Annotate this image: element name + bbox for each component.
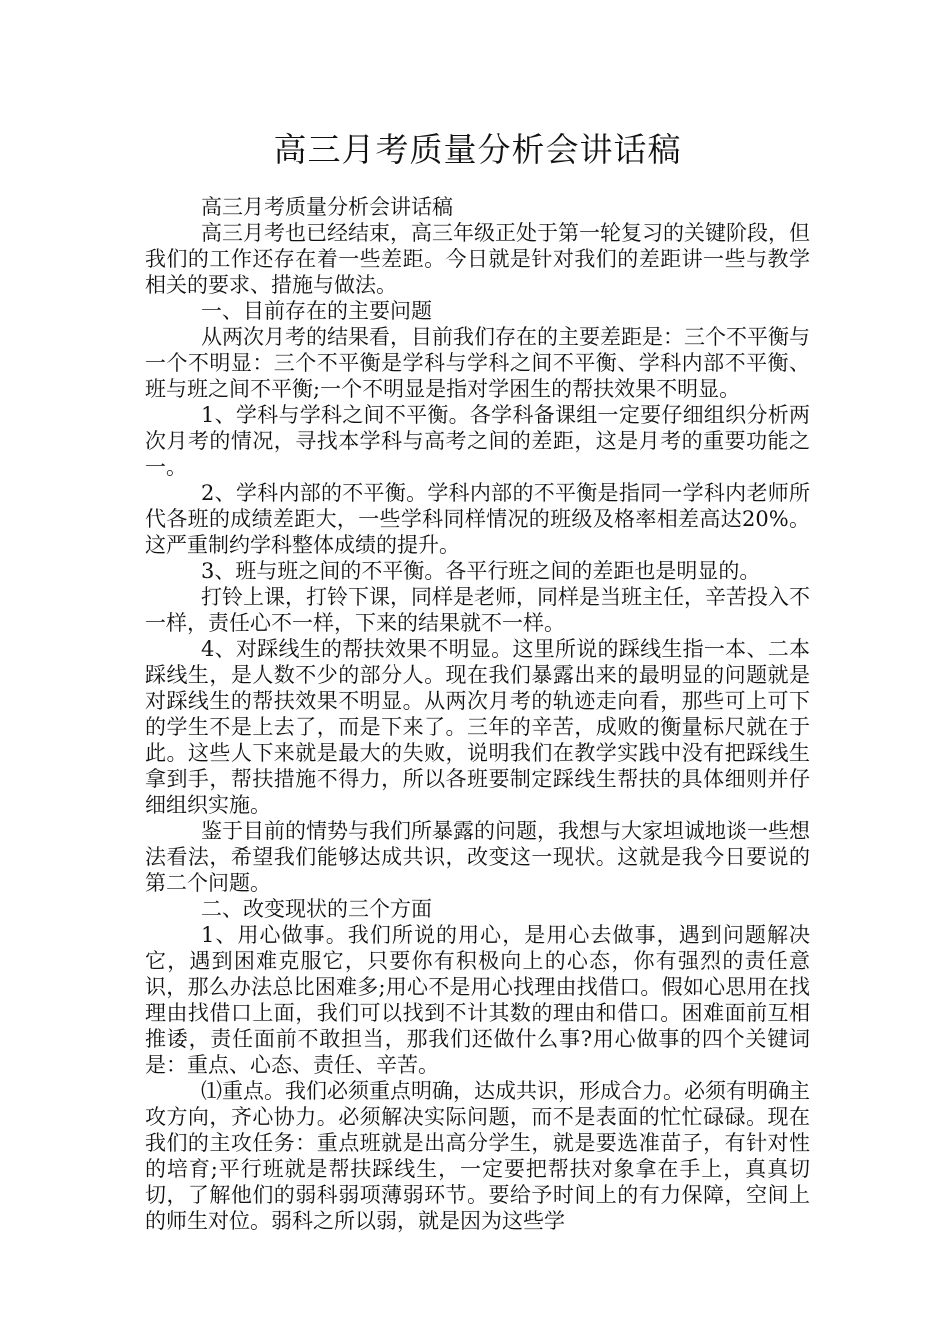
paragraph: 2、学科内部的不平衡。学科内部的不平衡是指同一学科内老师所代各班的成绩差距大，一些学科同样情况的班级及格率相差高达20%。这严重制约学科整体成绩的提升。 — [145, 481, 810, 557]
paragraph: 4、对踩线生的帮扶效果不明显。这里所说的踩线生指一本、二本踩线生，是人数不少的部分人。现在我们暴露出来的最明显的问题就是对踩线生的帮扶效果不明显。从两次月考的轨迹走向看，那些可上可下的学生不是上去了，而是下来了。三年的辛苦，成败的衡量标尺就在于此。这些人下来就是最大的失败，说明我们在教学实践中没有把踩线生拿到手，帮扶措施不得力，所以各班要制定踩线生帮扶的具体细则并仔细组织实施。 — [145, 637, 810, 817]
paragraph: 3、班与班之间的不平衡。各平行班之间的差距也是明显的。 — [201, 559, 761, 583]
paragraph: 鉴于目前的情势与我们所暴露的问题，我想与大家坦诚地谈一些想法看法，希望我们能够达成共识，改变这一现状。这就是我今日要说的第二个问题。 — [145, 819, 810, 895]
paragraph: 打铃上课，打铃下课，同样是老师，同样是当班主任，辛苦投入不一样，责任心不一样，下来的结果就不一样。 — [145, 585, 810, 635]
paragraph: 高三月考也已经结束，高三年级正处于第一轮复习的关键阶段，但我们的工作还存在着一些差距。今日就是针对我们的差距讲一些与教学相关的要求、措施与做法。 — [145, 221, 810, 297]
paragraph: 高三月考质量分析会讲话稿 — [201, 195, 453, 219]
document-title: 高三月考质量分析会讲话稿 — [273, 130, 682, 169]
paragraph: 从两次月考的结果看，目前我们存在的主要差距是：三个不平衡与一个不明显：三个不平衡是学科与学科之间不平衡、学科内部不平衡、班与班之间不平衡;一个不明显是指对学困生的帮扶效果不明显。 — [145, 325, 810, 401]
paragraph: 1、学科与学科之间不平衡。各学科备课组一定要仔细组织分析两次月考的情况，寻找本学科与高考之间的差距，这是月考的重要功能之一。 — [145, 403, 810, 479]
paragraph: ⑴重点。我们必须重点明确，达成共识，形成合力。必须有明确主攻方向，齐心协力。必须解决实际问题，而不是表面的忙忙碌碌。现在我们的主攻任务：重点班就是出高分学生，就是要选准苗子，有针对性的培育;平行班就是帮扶踩线生，一定要把帮扶对象拿在手上，真真切切，了解他们的弱科弱项薄弱环节。要给予时间上的有力保障，空间上的师生对位。弱科之所以弱，就是因为这些学 — [145, 1079, 810, 1233]
paragraph: 1、用心做事。我们所说的用心，是用心去做事，遇到问题解决它，遇到困难克服它，只要你有积极向上的心态，你有强烈的责任意识，那么办法总比困难多;用心不是用心找理由找借口。假如心思用在找理由找借口上面，我们可以找到不计其数的理由和借口。困难面前互相推诿，责任面前不敢担当，那我们还做什么事?用心做事的四个关键词是：重点、心态、责任、辛苦。 — [145, 923, 810, 1077]
document-body — [145, 194, 810, 1234]
document-page — [145, 128, 810, 1234]
section-heading: 一、目前存在的主要问题 — [201, 299, 432, 323]
section-heading: 二、改变现状的三个方面 — [201, 897, 432, 921]
